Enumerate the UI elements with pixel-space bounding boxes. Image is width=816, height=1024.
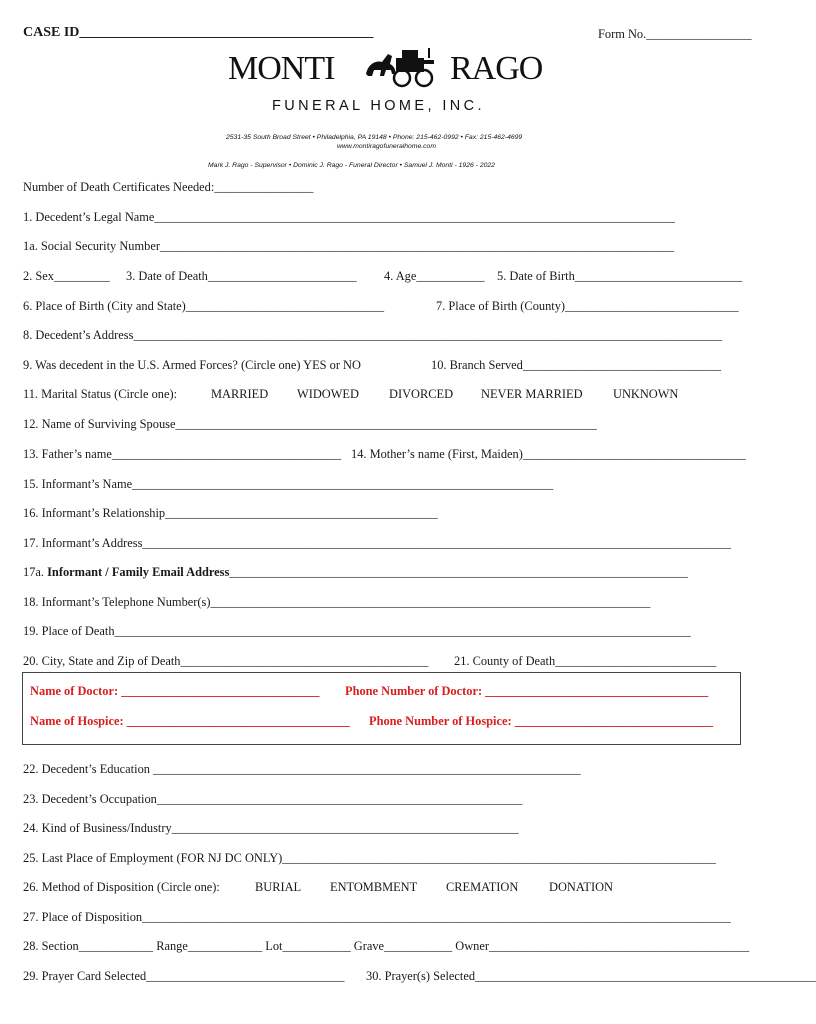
informant-email-number: 17a. [23,565,44,579]
mothers-name-field[interactable]: 14. Mother’s name (First, Maiden)____________________________________ [351,447,746,461]
logo-name-monti: MONTI [228,50,335,87]
marital-status-label: 11. Marital Status (Circle one): [23,387,178,401]
informant-relationship-field[interactable]: 16. Informant’s Relationship____________________________________________ [23,506,438,520]
business-industry-field[interactable]: 24. Kind of Business/Industry________________________________________________________ [23,821,519,835]
marital-option-never-married[interactable]: NEVER MARRIED [481,387,583,401]
logo-name-rago: RAGO [450,50,543,87]
doctor-phone-field[interactable]: Phone Number of Doctor: ____________________________________ [345,684,709,698]
branch-served-field[interactable]: 10. Branch Served________________________________ [431,358,722,372]
hospice-phone-field[interactable]: Phone Number of Hospice: ________________________________ [369,714,713,728]
decedent-address-field[interactable]: 8. Decedent’s Address_______________________________________________________________________________________________ [23,328,723,342]
county-of-death-field[interactable]: 21. County of Death__________________________ [454,654,717,668]
prayer-card-field[interactable]: 29. Prayer Card Selected________________________________ [23,969,345,983]
marital-option-widowed[interactable]: WIDOWED [297,387,359,401]
legal-name-field[interactable]: 1. Decedent’s Legal Name____________________________________________________________________________________ [23,210,675,224]
informant-address-field[interactable]: 17. Informant’s Address_______________________________________________________________________________________________ [23,536,731,550]
informant-email-field[interactable] [23,565,688,579]
date-of-birth-field[interactable]: 5. Date of Birth___________________________ [497,269,743,283]
form-number-field[interactable]: Form No._________________ [598,27,752,41]
disposition-option-donation[interactable]: DONATION [549,880,614,894]
marital-option-divorced[interactable]: DIVORCED [389,387,454,401]
ssn-field[interactable]: 1a. Social Security Number___________________________________________________________________________________ [23,239,675,253]
city-state-zip-of-death-field[interactable]: 20. City, State and Zip of Death________________________________________ [23,654,429,668]
logo-website: www.montiragofuneralhome.com [337,143,436,150]
case-id-field[interactable]: CASE ID__________________________________________ [23,25,374,40]
disposition-option-entombment[interactable]: ENTOMBMENT [330,880,418,894]
armed-forces-field[interactable]: 9. Was decedent in the U.S. Armed Forces? (Circle one) YES or NO [23,358,361,372]
marital-option-married[interactable]: MARRIED [211,387,269,401]
sex-field[interactable]: 2. Sex_________ [23,269,110,283]
education-field[interactable]: 22. Decedent’s Education _____________________________________________________________________ [23,762,581,776]
hospice-name-field[interactable]: Name of Hospice: ____________________________________ [30,714,350,728]
disposition-method-label: 26. Method of Disposition (Circle one): [23,880,220,894]
place-of-disposition-field[interactable]: 27. Place of Disposition_______________________________________________________________________________________________ [23,910,731,924]
disposition-option-cremation[interactable]: CREMATION [446,880,519,894]
disposition-option-burial[interactable]: BURIAL [255,880,302,894]
informant-phone-field[interactable]: 18. Informant’s Telephone Number(s)_______________________________________________________________________ [23,595,651,609]
fathers-name-field[interactable]: 13. Father’s name_____________________________________ [23,447,342,461]
cemetery-plot-field[interactable]: 28. Section____________ Range____________ Lot___________ Grave___________ Owner__________________________________________ [23,939,750,953]
funeral-home-logo [208,50,562,180]
age-field[interactable]: 4. Age___________ [384,269,485,283]
logo-staff: Mark J. Rago - Supervisor • Dominic J. Rago - Funeral Director • Samuel J. Monti - 1926 - 2022 [208,162,495,169]
place-of-birth-city-field[interactable]: 6. Place of Birth (City and State)________________________________ [23,299,385,313]
last-employment-field[interactable]: 25. Last Place of Employment (FOR NJ DC ONLY)______________________________________________________________________ [23,851,716,865]
certificates-needed-field[interactable]: Number of Death Certificates Needed:________________ [23,180,314,194]
doctor-hospice-box [22,672,741,745]
logo-address: 2531-35 South Broad Street • Philadelphia, PA 19148 • Phone: 215-462-0992 • Fax: 215-462-4699 [226,134,523,141]
informant-name-field[interactable]: 15. Informant’s Name____________________________________________________________________ [23,477,554,491]
place-of-birth-county-field[interactable]: 7. Place of Birth (County)____________________________ [436,299,739,313]
place-of-death-field[interactable]: 19. Place of Death_____________________________________________________________________________________________ [23,624,691,638]
date-of-death-field[interactable]: 3. Date of Death________________________ [126,269,357,283]
horse-carriage-icon [362,44,444,88]
informant-email-label: Informant / Family Email Address [47,565,230,579]
occupation-field[interactable]: 23. Decedent’s Occupation___________________________________________________________ [23,792,523,806]
marital-option-unknown[interactable]: UNKNOWN [613,387,679,401]
surviving-spouse-field[interactable]: 12. Name of Surviving Spouse____________________________________________________________________ [23,417,597,431]
logo-subtitle: FUNERAL HOME, INC. [272,98,485,114]
doctor-name-field[interactable]: Name of Doctor: ________________________________ [30,684,320,698]
informant-email-line[interactable]: __________________________________________________________________________ [229,565,688,579]
prayers-selected-field[interactable]: 30. Prayer(s) Selected_______________________________________________________ [366,969,816,983]
